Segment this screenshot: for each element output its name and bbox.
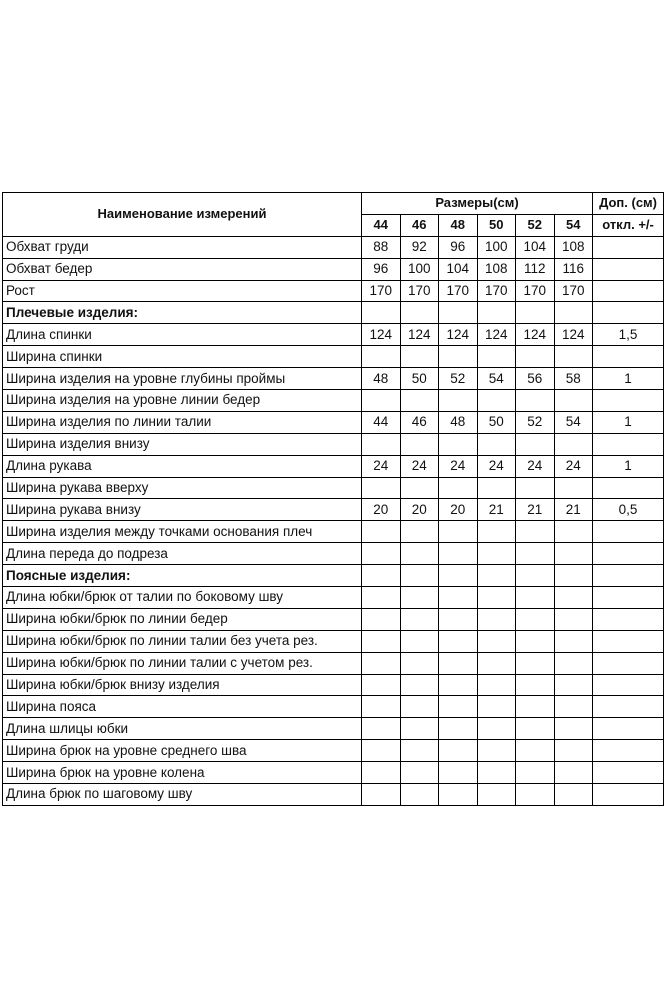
measurement-name: Ширина юбки/брюк по линии талии без учета рез.: [3, 630, 362, 652]
measurement-name: Ширина рукава внизу: [3, 499, 362, 521]
size-value-cell: 170: [439, 280, 478, 302]
measurement-name: Длина шлицы юбки: [3, 718, 362, 740]
size-value-cell: [439, 608, 478, 630]
measurement-name: Ширина юбки/брюк внизу изделия: [3, 674, 362, 696]
table-row: [3, 718, 664, 740]
size-value-cell: [362, 521, 401, 543]
size-value-cell: 92: [400, 236, 439, 258]
tolerance-cell: 0,5: [593, 499, 664, 521]
table-row: [3, 543, 664, 565]
size-value-cell: [400, 543, 439, 565]
size-header-cell: 50: [477, 214, 516, 236]
size-value-cell: 46: [400, 411, 439, 433]
table-row: [3, 652, 664, 674]
table-row: [3, 433, 664, 455]
size-value-cell: [554, 433, 593, 455]
size-value-cell: [400, 718, 439, 740]
measurement-name: Длина юбки/брюк от талии по боковому шву: [3, 587, 362, 609]
tolerance-cell: [593, 302, 664, 324]
size-value-cell: [362, 346, 401, 368]
size-value-cell: [439, 718, 478, 740]
size-value-cell: [554, 652, 593, 674]
table-row: [3, 630, 664, 652]
size-value-cell: [439, 587, 478, 609]
size-value-cell: [554, 630, 593, 652]
size-value-cell: [516, 740, 555, 762]
size-value-cell: [477, 346, 516, 368]
table-row: [3, 455, 664, 477]
tolerance-cell: [593, 258, 664, 280]
size-value-cell: [554, 521, 593, 543]
size-value-cell: [400, 674, 439, 696]
measurement-name: Ширина изделия между точками основания плеч: [3, 521, 362, 543]
size-value-cell: [554, 718, 593, 740]
size-value-cell: [400, 521, 439, 543]
size-value-cell: [554, 696, 593, 718]
size-value-cell: [362, 565, 401, 587]
measurement-name: Длина рукава: [3, 455, 362, 477]
size-value-cell: 124: [400, 324, 439, 346]
size-value-cell: 124: [477, 324, 516, 346]
tolerance-cell: 1: [593, 455, 664, 477]
size-value-cell: [554, 608, 593, 630]
size-value-cell: 48: [439, 411, 478, 433]
size-value-cell: 21: [516, 499, 555, 521]
tolerance-cell: [593, 608, 664, 630]
table-row: [3, 696, 664, 718]
size-value-cell: [477, 784, 516, 806]
measurement-name: Ширина изделия по линии талии: [3, 411, 362, 433]
size-value-cell: [439, 630, 478, 652]
size-value-cell: 20: [400, 499, 439, 521]
table-row: [3, 521, 664, 543]
size-value-cell: 50: [477, 411, 516, 433]
size-value-cell: [362, 652, 401, 674]
size-value-cell: [554, 565, 593, 587]
size-value-cell: [439, 740, 478, 762]
size-header-cell: 54: [554, 214, 593, 236]
size-value-cell: [554, 346, 593, 368]
size-value-cell: 58: [554, 368, 593, 390]
size-value-cell: [554, 784, 593, 806]
table-row: [3, 740, 664, 762]
size-value-cell: 52: [516, 411, 555, 433]
size-value-cell: [439, 565, 478, 587]
size-value-cell: 21: [554, 499, 593, 521]
size-value-cell: [400, 608, 439, 630]
size-value-cell: [477, 543, 516, 565]
size-value-cell: [400, 477, 439, 499]
tolerance-cell: [593, 652, 664, 674]
size-value-cell: [362, 543, 401, 565]
size-value-cell: 108: [554, 236, 593, 258]
size-value-cell: 124: [439, 324, 478, 346]
tolerance-cell: 1: [593, 368, 664, 390]
size-value-cell: 21: [477, 499, 516, 521]
section-row: [3, 565, 664, 587]
tolerance-cell: [593, 674, 664, 696]
size-value-cell: 24: [516, 455, 555, 477]
size-value-cell: 56: [516, 368, 555, 390]
table-body: [3, 236, 664, 805]
size-value-cell: [554, 390, 593, 412]
size-value-cell: 48: [362, 368, 401, 390]
size-value-cell: [400, 433, 439, 455]
size-value-cell: [516, 762, 555, 784]
tolerance-cell: [593, 433, 664, 455]
size-value-cell: 116: [554, 258, 593, 280]
size-value-cell: [400, 762, 439, 784]
measurement-name: Ширина юбки/брюк по линии талии с учетом рез.: [3, 652, 362, 674]
size-value-cell: [439, 652, 478, 674]
size-value-cell: [554, 302, 593, 324]
measurement-name: Обхват груди: [3, 236, 362, 258]
table-row: [3, 411, 664, 433]
measurement-name: Ширина брюк на уровне колена: [3, 762, 362, 784]
measurement-name: Ширина спинки: [3, 346, 362, 368]
size-value-cell: [516, 674, 555, 696]
size-value-cell: [362, 674, 401, 696]
size-value-cell: [516, 718, 555, 740]
size-value-cell: 50: [400, 368, 439, 390]
size-value-cell: [477, 740, 516, 762]
size-value-cell: 24: [477, 455, 516, 477]
size-value-cell: [362, 784, 401, 806]
size-value-cell: [439, 477, 478, 499]
size-value-cell: [362, 390, 401, 412]
size-value-cell: [477, 390, 516, 412]
size-value-cell: [362, 477, 401, 499]
size-value-cell: [439, 433, 478, 455]
size-value-cell: 96: [439, 236, 478, 258]
size-value-cell: [477, 521, 516, 543]
table-row: [3, 587, 664, 609]
size-value-cell: 170: [400, 280, 439, 302]
size-value-cell: [439, 390, 478, 412]
size-value-cell: [516, 784, 555, 806]
tolerance-cell: [593, 565, 664, 587]
size-value-cell: [439, 696, 478, 718]
size-value-cell: [439, 521, 478, 543]
size-value-cell: [400, 652, 439, 674]
size-value-cell: 24: [400, 455, 439, 477]
table-row: [3, 258, 664, 280]
size-value-cell: [516, 652, 555, 674]
tolerance-cell: [593, 280, 664, 302]
measurement-name: Ширина изделия внизу: [3, 433, 362, 455]
size-value-cell: 124: [516, 324, 555, 346]
size-value-cell: [554, 477, 593, 499]
table-row: [3, 236, 664, 258]
size-value-cell: [554, 674, 593, 696]
size-value-cell: [400, 390, 439, 412]
table-header: [3, 193, 664, 237]
table-row: [3, 324, 664, 346]
size-value-cell: [362, 762, 401, 784]
size-value-cell: 20: [439, 499, 478, 521]
size-value-cell: [400, 696, 439, 718]
size-value-cell: [439, 302, 478, 324]
table-row: [3, 280, 664, 302]
size-value-cell: [400, 565, 439, 587]
size-value-cell: [516, 521, 555, 543]
size-value-cell: [477, 762, 516, 784]
size-value-cell: 88: [362, 236, 401, 258]
size-value-cell: [477, 433, 516, 455]
size-value-cell: [439, 543, 478, 565]
measurement-name: Ширина юбки/брюк по линии бедер: [3, 608, 362, 630]
table-row: [3, 762, 664, 784]
table-row: [3, 608, 664, 630]
size-chart-table: [2, 192, 664, 806]
size-value-cell: 112: [516, 258, 555, 280]
size-value-cell: [516, 696, 555, 718]
header-row-1: [3, 193, 664, 215]
size-value-cell: [477, 718, 516, 740]
size-value-cell: [554, 740, 593, 762]
size-value-cell: [477, 608, 516, 630]
size-value-cell: [362, 718, 401, 740]
size-value-cell: [516, 302, 555, 324]
size-value-cell: 20: [362, 499, 401, 521]
tolerance-cell: [593, 762, 664, 784]
size-value-cell: 52: [439, 368, 478, 390]
size-header-cell: 46: [400, 214, 439, 236]
size-value-cell: 170: [554, 280, 593, 302]
size-value-cell: 124: [362, 324, 401, 346]
size-value-cell: [477, 696, 516, 718]
table-row: [3, 390, 664, 412]
size-value-cell: 96: [362, 258, 401, 280]
size-value-cell: 44: [362, 411, 401, 433]
size-value-cell: 104: [516, 236, 555, 258]
measurement-name: Рост: [3, 280, 362, 302]
tolerance-header-line2: откл. +/-: [593, 214, 664, 236]
size-value-cell: [439, 784, 478, 806]
size-header-cell: 52: [516, 214, 555, 236]
tolerance-cell: [593, 784, 664, 806]
size-value-cell: 54: [477, 368, 516, 390]
tolerance-cell: [593, 696, 664, 718]
tolerance-header-line1: Доп. (см): [593, 193, 664, 215]
size-value-cell: [400, 587, 439, 609]
section-title: Поясные изделия:: [3, 565, 362, 587]
size-value-cell: 24: [362, 455, 401, 477]
size-value-cell: [400, 630, 439, 652]
measurement-name: Обхват бедер: [3, 258, 362, 280]
size-value-cell: [554, 543, 593, 565]
tolerance-cell: 1,5: [593, 324, 664, 346]
size-value-cell: [477, 630, 516, 652]
size-value-cell: 100: [400, 258, 439, 280]
size-value-cell: [516, 477, 555, 499]
size-value-cell: 24: [554, 455, 593, 477]
size-value-cell: 124: [554, 324, 593, 346]
size-value-cell: [516, 565, 555, 587]
size-value-cell: [362, 630, 401, 652]
tolerance-cell: [593, 346, 664, 368]
size-value-cell: [516, 608, 555, 630]
size-value-cell: [516, 630, 555, 652]
size-value-cell: 24: [439, 455, 478, 477]
measurement-name: Ширина изделия на уровне линии бедер: [3, 390, 362, 412]
measurement-name-header: Наименование измерений: [3, 193, 362, 237]
size-value-cell: [362, 608, 401, 630]
size-value-cell: [439, 674, 478, 696]
size-value-cell: [439, 762, 478, 784]
size-value-cell: [362, 302, 401, 324]
tolerance-cell: [593, 718, 664, 740]
size-value-cell: [477, 565, 516, 587]
size-value-cell: [516, 346, 555, 368]
size-value-cell: [362, 587, 401, 609]
size-value-cell: 100: [477, 236, 516, 258]
size-value-cell: [477, 302, 516, 324]
size-value-cell: [439, 346, 478, 368]
size-header-cell: 48: [439, 214, 478, 236]
tolerance-cell: 1: [593, 411, 664, 433]
size-value-cell: [400, 302, 439, 324]
measurement-name: Ширина брюк на уровне среднего шва: [3, 740, 362, 762]
measurement-name: Ширина изделия на уровне глубины проймы: [3, 368, 362, 390]
size-value-cell: [477, 652, 516, 674]
measurement-name: Длина переда до подреза: [3, 543, 362, 565]
tolerance-cell: [593, 630, 664, 652]
size-value-cell: [362, 696, 401, 718]
tolerance-cell: [593, 740, 664, 762]
tolerance-cell: [593, 521, 664, 543]
size-value-cell: [477, 674, 516, 696]
table-row: [3, 346, 664, 368]
size-value-cell: 108: [477, 258, 516, 280]
size-value-cell: [477, 477, 516, 499]
size-value-cell: [362, 433, 401, 455]
table-row: [3, 499, 664, 521]
size-value-cell: [516, 433, 555, 455]
tolerance-cell: [593, 390, 664, 412]
size-value-cell: [400, 346, 439, 368]
measurement-name: Длина брюк по шаговому шву: [3, 784, 362, 806]
size-value-cell: [516, 587, 555, 609]
size-value-cell: [477, 587, 516, 609]
table-row: [3, 674, 664, 696]
size-value-cell: 170: [516, 280, 555, 302]
size-value-cell: [516, 390, 555, 412]
size-value-cell: [554, 587, 593, 609]
size-value-cell: 54: [554, 411, 593, 433]
size-value-cell: [400, 784, 439, 806]
size-value-cell: [362, 740, 401, 762]
sizes-header: Размеры(см): [362, 193, 593, 215]
measurement-name: Длина спинки: [3, 324, 362, 346]
tolerance-cell: [593, 236, 664, 258]
tolerance-cell: [593, 587, 664, 609]
size-value-cell: 170: [362, 280, 401, 302]
size-value-cell: [554, 762, 593, 784]
table-row: [3, 784, 664, 806]
size-value-cell: 104: [439, 258, 478, 280]
measurement-name: Ширина рукава вверху: [3, 477, 362, 499]
size-value-cell: [400, 740, 439, 762]
size-value-cell: [516, 543, 555, 565]
section-title: Плечевые изделия:: [3, 302, 362, 324]
measurement-name: Ширина пояса: [3, 696, 362, 718]
size-header-cell: 44: [362, 214, 401, 236]
section-row: [3, 302, 664, 324]
size-value-cell: 170: [477, 280, 516, 302]
table-row: [3, 477, 664, 499]
table-row: [3, 368, 664, 390]
tolerance-cell: [593, 543, 664, 565]
tolerance-cell: [593, 477, 664, 499]
